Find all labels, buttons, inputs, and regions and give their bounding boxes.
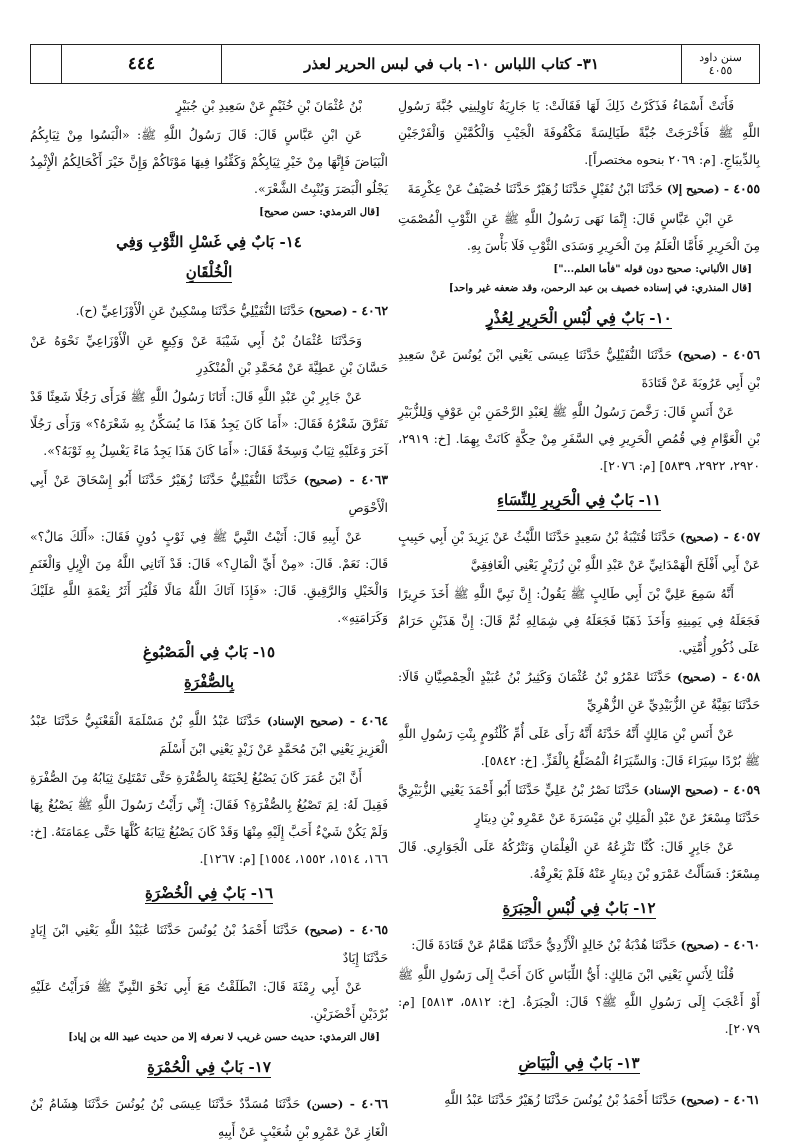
hadith-chain: حَدَّثَنَا عَبْدُ اللَّهِ بْنُ مَسْلَمَةَ الْقَعْنَبِيُّ حَدَّثَنَا عَبْدُ الْعَزِيزِ يَعْنِي ابْنَ مُحَمَّدٍ عَنْ زَيْدٍ يَعْنِي ابْنَ أَسْلَمَ (30, 713, 388, 756)
hadith-entry (398, 663, 760, 718)
hadith-number: ٤٠٥٥ - (719, 181, 760, 196)
hadith-entry (398, 1086, 760, 1114)
chapter-heading (398, 895, 760, 921)
hadith-entry (30, 916, 388, 971)
hadith-number: ٤٠٦٤ - (343, 713, 388, 728)
chapter-title: ١٦- بَابٌ فِي الْخُضْرَةِ (144, 884, 274, 902)
chapter-heading (30, 637, 388, 697)
hadith-chain: حَدَّثَنَا قُتَيْبَةُ بْنُ سَعِيدٍ حَدَّثَنَا اللَّيْثُ عَنْ يَزِيدَ بْنِ أَبِي حَبِيبٍ عَنْ أَبِي أَفْلَحَ الْهَمْدَانِيِّ عَنْ عَبْدِ اللَّهِ بْنِ زُرَيْرٍ يَعْنِي الْغَافِقِيَّ (398, 529, 760, 572)
chapter-title-line-2 (30, 257, 388, 287)
hadith-chain: حَدَّثَنَا نَصْرُ بْنُ عَلِيٍّ حَدَّثَنَا أَبُو أَحْمَدَ يَعْنِي الزُّبَيْرِيَّ حَدَّثَنَا مِسْعَرٌ عَنْ عَبْدِ الْمَلِكِ بْنِ مَيْسَرَةَ عَنْ عَمْرِو بْنِ دِينَارٍ (398, 782, 760, 825)
left-column (30, 92, 389, 1139)
page-number: ٤٤٤ (61, 45, 221, 83)
hadith-text: عَنْ أَنَسٍ قَالَ: رَخَّصَ رَسُولُ اللَّهِ ﷺ لِعَبْدِ الرَّحْمَنِ بْنِ عَوْفٍ وَلِلزُّبَيْرِ بْنِ الْعَوَّامِ فِي قُمُصِ الْحَرِيرِ فِي السَّفَرِ مِنْ حِكَّةٍ كَانَتْ بِهِمَا. [خ: ٢٩١٩، ٢٩٢٠، ٢٩٢٢، ٥٨٣٩] [م: ٢٠٧٦]. (398, 404, 760, 473)
hadith-entry (398, 341, 760, 396)
hadith-grade: (صحيح الإسناد) (639, 783, 719, 797)
hadith-grade: (صحيح) (297, 923, 344, 937)
chapter-title: ١٣- بَابٌ فِي الْبَيَاضِ (518, 1054, 640, 1072)
chapter-title: ١١- بَابٌ فِي الْحَرِيرِ لِلنِّسَاءِ (497, 491, 661, 509)
hadith-text: أَنَّ ابْنَ عُمَرَ كَانَ يَصْبُغُ لِحْيَتَهُ بِالصُّفْرَةِ حَتَّى تَمْتَلِئَ ثِيَابُهُ مِنَ الصُّفْرَةِ فَقِيلَ لَهُ: لِمَ تَصْبُغُ بِالصُّفْرَةِ؟ فَقَالَ: إِنِّي رَأَيْتُ رَسُولَ اللَّهِ ﷺ يَصْبُغُ بِهَا وَلَمْ يَكُنْ شَيْءٌ أَحَبَّ إِلَيْهِ مِنْهَا وَقَدْ كَانَ يَصْبُغُ ثِيَابَهُ كُلَّهَا حَتَّى عِمَامَتَهُ. [خ: ١٦٦، ١٥١٤، ١٥٥٢، ١٥٥٤] [م: ١٢٦٧]. (30, 770, 388, 866)
hadith-text: فَأَتَتْ أَسْمَاءُ فَذَكَرْتُ ذَلِكَ لَهَا فَقَالَتْ: يَا جَارِيَةُ نَاوِلِينِي جُبَّةَ رَسُولِ اللَّهِ ﷺ فَأَخْرَجَتْ جُبَّةً طَيَالِسَةً مَكْفُوفَةَ الْجَيْبِ وَالْكُمَّيْنِ وَالْفَرْجَيْنِ بِالدِّيبَاجِ. [م: ٢٠٦٩ بنحوه مختصراً]. (398, 98, 760, 167)
hadith-number: ٤٠٥٩ - (718, 782, 760, 797)
hadith-chain: حَدَّثَنَا ابْنُ نُفَيْلٍ حَدَّثَنَا زُهَيْرٌ حَدَّثَنَا خُصَيْفٌ عَنْ عِكْرِمَةَ (407, 181, 663, 196)
hadith-text: عَنِ ابْنِ عَبَّاسٍ قَالَ: إِنَّمَا نَهَى رَسُولُ اللَّهِ ﷺ عَنِ الثَّوْبِ الْمُصْمَتِ مِنَ الْحَرِيرِ فَأَمَّا الْعَلَمُ مِنَ الْحَرِيرِ وَسَدَى الثَّوْبِ فَلَا بَأْسَ بِهِ. (398, 211, 760, 253)
hadith-text: قُلْنَا لِأَنَسٍ يَعْنِي ابْنَ مَالِكٍ: أَيُّ اللِّبَاسِ كَانَ أَحَبَّ إِلَى رَسُولِ اللَّهِ ﷺ أَوْ أَعْجَبَ إِلَى رَسُولِ اللَّهِ ﷺ؟ قَالَ: الْحِبَرَةُ. [خ: ٥٨١٢، ٥٨١٣] [م: ٢٠٧٩]. (398, 967, 760, 1036)
hadith-number: ٤٠٦٣ - (342, 472, 389, 487)
hadith-text: عَنِ ابْنِ عَبَّاسٍ قَالَ: قَالَ رَسُولُ اللَّهِ ﷺ: «الْبَسُوا مِنْ ثِيَابِكُمُ الْبَيَاضَ فَإِنَّهَا مِنْ خَيْرِ ثِيَابِكُمْ وَكَفِّنُوا فِيهَا مَوْتَاكُمْ وَإِنَّ خَيْرَ أَكْحَالِكُمُ الْإِثْمِدُ يَجْلُو الْبَصَرَ وَيُنْبِتُ الشَّعْرَ». (30, 127, 388, 196)
chapter-title-underlined: بِالصُّفْرَةِ (183, 673, 235, 691)
source-hadith-number: ٤٠٥٥ (708, 64, 733, 77)
hadith-number: ٤٠٦٠ - (719, 937, 760, 952)
source-reference (681, 45, 759, 83)
hadith-number: ٤٠٥٦ - (716, 347, 760, 362)
chapter-title-line-1: ١٤- بَابٌ فِي غَسْلِ الثَّوْبِ وَفِي (116, 233, 302, 251)
hadith-text: عَنْ أَنَسِ بْنِ مَالِكٍ أَنَّهُ حَدَّثَهُ أَنَّهُ رَأَى عَلَى أُمِّ كُلْثُومٍ بِنْتِ رَسُولِ اللَّهِ ﷺ بُرْدًا سِيَرَاءَ قَالَ: وَالسِّيَرَاءُ الْمُضَلَّعُ بِالْقَزِّ. [خ: ٥٨٤٢]. (398, 726, 760, 768)
hadith-number: ٤٠٦٦ - (343, 1096, 388, 1111)
running-title: ٣١- كتاب اللباس ١٠- باب في لبس الحرير لعذر (221, 45, 681, 83)
scholar-note: [قال الترمذي: حديث حسن غريب لا نعرفه إلا من حديث عبيد الله بن إياد] (68, 1031, 380, 1043)
hadith-number: ٤٠٦١ - (719, 1092, 760, 1107)
hadith-text: أَنَّهُ سَمِعَ عَلِيَّ بْنَ أَبِي طَالِبٍ ﷺ يَقُولُ: إِنَّ نَبِيَّ اللَّهِ ﷺ أَخَذَ حَرِيرًا فَجَعَلَهُ فِي يَمِينِهِ وَأَخَذَ ذَهَبًا فَجَعَلَهُ فِي شِمَالِهِ ثُمَّ قَالَ: إِنَّ هَذَيْنِ حَرَامٌ عَلَى ذُكُورِ أُمَّتِي. (398, 586, 760, 655)
hadith-chain: حَدَّثَنَا عَمْرُو بْنُ عُثْمَانَ وَكَثِيرُ بْنُ عُبَيْدٍ الْحِمْصِيَّانِ قَالَا: حَدَّثَنَا بَقِيَّةُ عَنِ الزُّبَيْدِيِّ عَنِ الزُّهْرِيِّ (398, 669, 760, 712)
hadith-text: عَنْ جَابِرِ بْنِ عَبْدِ اللَّهِ قَالَ: أَتَانَا رَسُولُ اللَّهِ ﷺ فَرَأَى رَجُلًا شَعِثًا قَدْ تَفَرَّقَ شَعْرُهُ فَقَالَ: «أَمَا كَانَ يَجِدُ هَذَا مَا يُسَكِّنُ بِهِ شَعْرَهُ؟» وَرَأَى رَجُلًا آخَرَ وَعَلَيْهِ ثِيَابٌ وَسِخَةٌ فَقَالَ: «أَمَا كَانَ هَذَا يَجِدُ مَاءً يَغْسِلُ بِهِ ثَوْبَهُ؟». (30, 389, 388, 458)
header-blank-cell (31, 45, 61, 83)
chapter-heading (398, 487, 760, 513)
hadith-grade: (صحيح) (676, 938, 720, 952)
chapter-heading (30, 1054, 388, 1080)
source-book: سنن داود (699, 51, 742, 64)
page-header (30, 44, 760, 84)
chapter-title: ١٢- بَابٌ فِي لُبْسِ الْحِبَرَةِ (502, 899, 656, 917)
hadith-number: ٤٠٦٥ - (343, 922, 388, 937)
hadith-entry (30, 1090, 388, 1145)
hadith-entry (398, 931, 760, 959)
hadith-grade: (صحيح) (672, 348, 717, 362)
hadith-grade: (حسن) (300, 1097, 344, 1111)
chapter-title-underlined: الْخُلْقَانِ (185, 263, 233, 281)
hadith-grade: (صحيح) (676, 1093, 720, 1107)
hadith-chain: حَدَّثَنَا أَحْمَدُ بْنُ يُونُسَ حَدَّثَنَا زُهَيْرٌ حَدَّثَنَا عَبْدُ اللَّهِ (444, 1092, 677, 1107)
hadith-entry (398, 776, 760, 831)
hadith-number: ٤٠٥٧ - (718, 529, 760, 544)
hadith-chain: حَدَّثَنَا النُّفَيْلِيُّ حَدَّثَنَا عِيسَى يَعْنِي ابْنَ يُونُسَ عَنْ سَعِيدِ بْنِ أَبِي عَرُوبَةَ عَنْ قَتَادَةَ (398, 347, 760, 390)
right-column (398, 92, 760, 1107)
chapter-title: ١٧- بَابٌ فِي الْحُمْرَةِ (147, 1058, 271, 1076)
chapter-heading (398, 1050, 760, 1076)
hadith-chain: حَدَّثَنَا النُّفَيْلِيُّ حَدَّثَنَا مِسْكِينٌ عَنِ الْأَوْزَاعِيِّ (ح). (75, 303, 305, 318)
hadith-entry (398, 523, 760, 578)
hadith-grade: (صحيح) (675, 530, 719, 544)
scholar-note: [قال الترمذي: حسن صحيح] (259, 206, 380, 218)
hadith-text: عَنْ جَابِرٍ قَالَ: كُنَّا نَنْزِعُهُ عَنِ الْغِلْمَانِ وَنَتْرُكُهُ عَلَى الْجَوَارِي. قَالَ مِسْعَرٌ: فَسَأَلْتُ عَمْرَو بْنَ دِينَارٍ عَنْهُ فَلَمْ يَعْرِفْهُ. (398, 839, 760, 881)
hadith-text: عَنْ أَبِيهِ قَالَ: أَتَيْتُ النَّبِيَّ ﷺ فِي ثَوْبٍ دُونٍ فَقَالَ: «أَلَكَ مَالٌ؟» قَالَ: نَعَمْ. قَالَ: «مِنْ أَيِّ الْمَالِ؟» قَالَ: قَدْ آتَانِي اللَّهُ مِنَ الْإِبِلِ وَالْغَنَمِ وَالْخَيْلِ وَالرَّقِيقِ. قَالَ: «فَإِذَا آتَاكَ اللَّهُ مَالًا فَلْيُرَ أَثَرُ نِعْمَةِ اللَّهِ عَلَيْكَ وَكَرَامَتِهِ». (30, 529, 388, 625)
hadith-entry (30, 297, 388, 325)
hadith-text: بْنُ عُثْمَانَ بْنِ خُثَيْمٍ عَنْ سَعِيدِ بْنِ جُبَيْرٍ (175, 98, 362, 113)
scholar-note: [قال المنذري: في إسناده خصيف بن عبد الرحمن، وقد ضعفه غير واحد] (448, 282, 752, 294)
hadith-chain: حَدَّثَنَا النُّفَيْلِيُّ حَدَّثَنَا زُهَيْرٌ حَدَّثَنَا أَبُو إِسْحَاقَ عَنْ أَبِي الْأَحْوَصِ (30, 472, 388, 515)
chapter-heading (398, 305, 760, 331)
hadith-grade: (صحيح) (671, 670, 717, 684)
chapter-title: ١٠- بَابٌ فِي لُبْسِ الْحَرِيرِ لِعُذْرٍ (486, 309, 672, 327)
hadith-grade: (صحيح الإسناد) (261, 714, 344, 728)
hadith-entry (30, 707, 388, 762)
hadith-entry (30, 466, 388, 521)
hadith-text: عَنْ أَبِي رِمْثَةَ قَالَ: انْطَلَقْتُ مَعَ أَبِي نَحْوَ النَّبِيِّ ﷺ فَرَأَيْتُ عَلَيْهِ بُرْدَيْنِ أَخْضَرَيْنِ. (30, 979, 388, 1021)
hadith-grade: (صحيح) (304, 304, 348, 318)
hadith-chain: حَدَّثَنَا أَحْمَدُ بْنُ يُونُسَ حَدَّثَنَا عُبَيْدُ اللَّهِ يَعْنِي ابْنَ إِيَادٍ حَدَّثَنَا إِيَادٌ (30, 922, 388, 965)
chapter-title-line-1: ١٥- بَابٌ فِي الْمَصْبُوغِ (142, 643, 276, 661)
chapter-title-line-2 (30, 667, 388, 697)
chapter-heading (30, 227, 388, 287)
hadith-text: وَحَدَّثَنَا عُثْمَانُ بْنُ أَبِي شَيْبَةَ عَنْ وَكِيعٍ عَنِ الْأَوْزَاعِيِّ نَحْوَهُ عَنْ حَسَّانَ بْنِ عَطِيَّةَ عَنْ مُحَمَّدِ بْنِ الْمُنْكَدِرِ (30, 333, 388, 375)
hadith-chain: حَدَّثَنَا مُسَدَّدٌ حَدَّثَنَا عِيسَى بْنُ يُونُسَ حَدَّثَنَا هِشَامُ بْنُ الْغَازِ عَنْ عَمْرِو بْنِ شُعَيْبٍ عَنْ أَبِيهِ (30, 1096, 388, 1139)
hadith-number: ٤٠٥٨ - (716, 669, 760, 684)
hadith-grade: (صحيح) (297, 473, 343, 487)
hadith-entry (398, 175, 760, 203)
hadith-number: ٤٠٦٢ - (347, 303, 388, 318)
hadith-grade: (صحيح إلا) (662, 182, 720, 196)
chapter-heading (30, 880, 388, 906)
scholar-note: [قال الألباني: صحيح دون قوله "فأما العلم..."] (553, 263, 752, 275)
hadith-chain: حَدَّثَنَا هُدْبَةُ بْنُ خَالِدٍ الْأَزْدِيُّ حَدَّثَنَا هَمَّامٌ عَنْ قَتَادَةَ قَالَ: (411, 937, 677, 952)
